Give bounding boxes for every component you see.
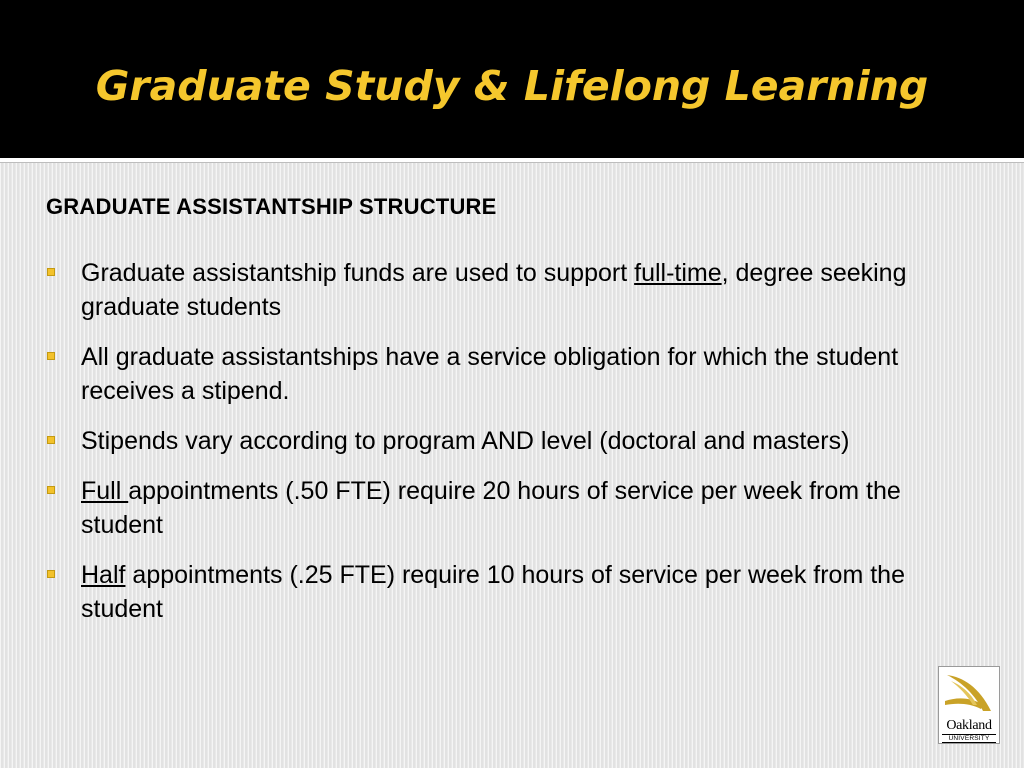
bullet-item	[46, 256, 946, 324]
square-bullet-icon	[47, 570, 55, 578]
logo-subtitle: UNIVERSITY	[942, 734, 996, 743]
bullet-item	[46, 474, 946, 542]
bullet-text: Graduate assistantship funds are used to support	[81, 259, 635, 287]
bullet-emphasis: Half	[81, 561, 126, 589]
bullet-emphasis: Full	[81, 477, 129, 505]
square-bullet-icon	[47, 486, 55, 494]
sail-icon	[943, 671, 995, 715]
square-bullet-icon	[47, 268, 55, 276]
bullet-text: Stipends vary according to program AND level (doctoral and masters)	[81, 427, 850, 455]
square-bullet-icon	[47, 436, 55, 444]
bullet-text: , degree seeking graduate students	[81, 259, 907, 321]
bullet-text: appointments (.25 FTE) require 10 hours of service per week from the student	[81, 561, 905, 623]
section-heading: GRADUATE ASSISTANTSHIP STRUCTURE	[46, 194, 497, 219]
bullet-list	[46, 256, 946, 642]
square-bullet-icon	[47, 352, 55, 360]
logo-wordmark: Oakland	[946, 718, 992, 733]
bullet-text: appointments (.50 FTE) require 20 hours of service per week from the student	[81, 477, 901, 539]
title-divider	[0, 158, 1024, 163]
bullet-emphasis: full-time	[634, 259, 722, 287]
bullet-item	[46, 424, 946, 458]
bullet-text: All graduate assistantships have a service obligation for which the student receives a stipend.	[81, 343, 899, 405]
bullet-item	[46, 558, 946, 626]
slide-title: Graduate Study & Lifelong Learning	[95, 62, 929, 110]
bullet-item	[46, 340, 946, 408]
oakland-university-logo	[938, 666, 1000, 744]
